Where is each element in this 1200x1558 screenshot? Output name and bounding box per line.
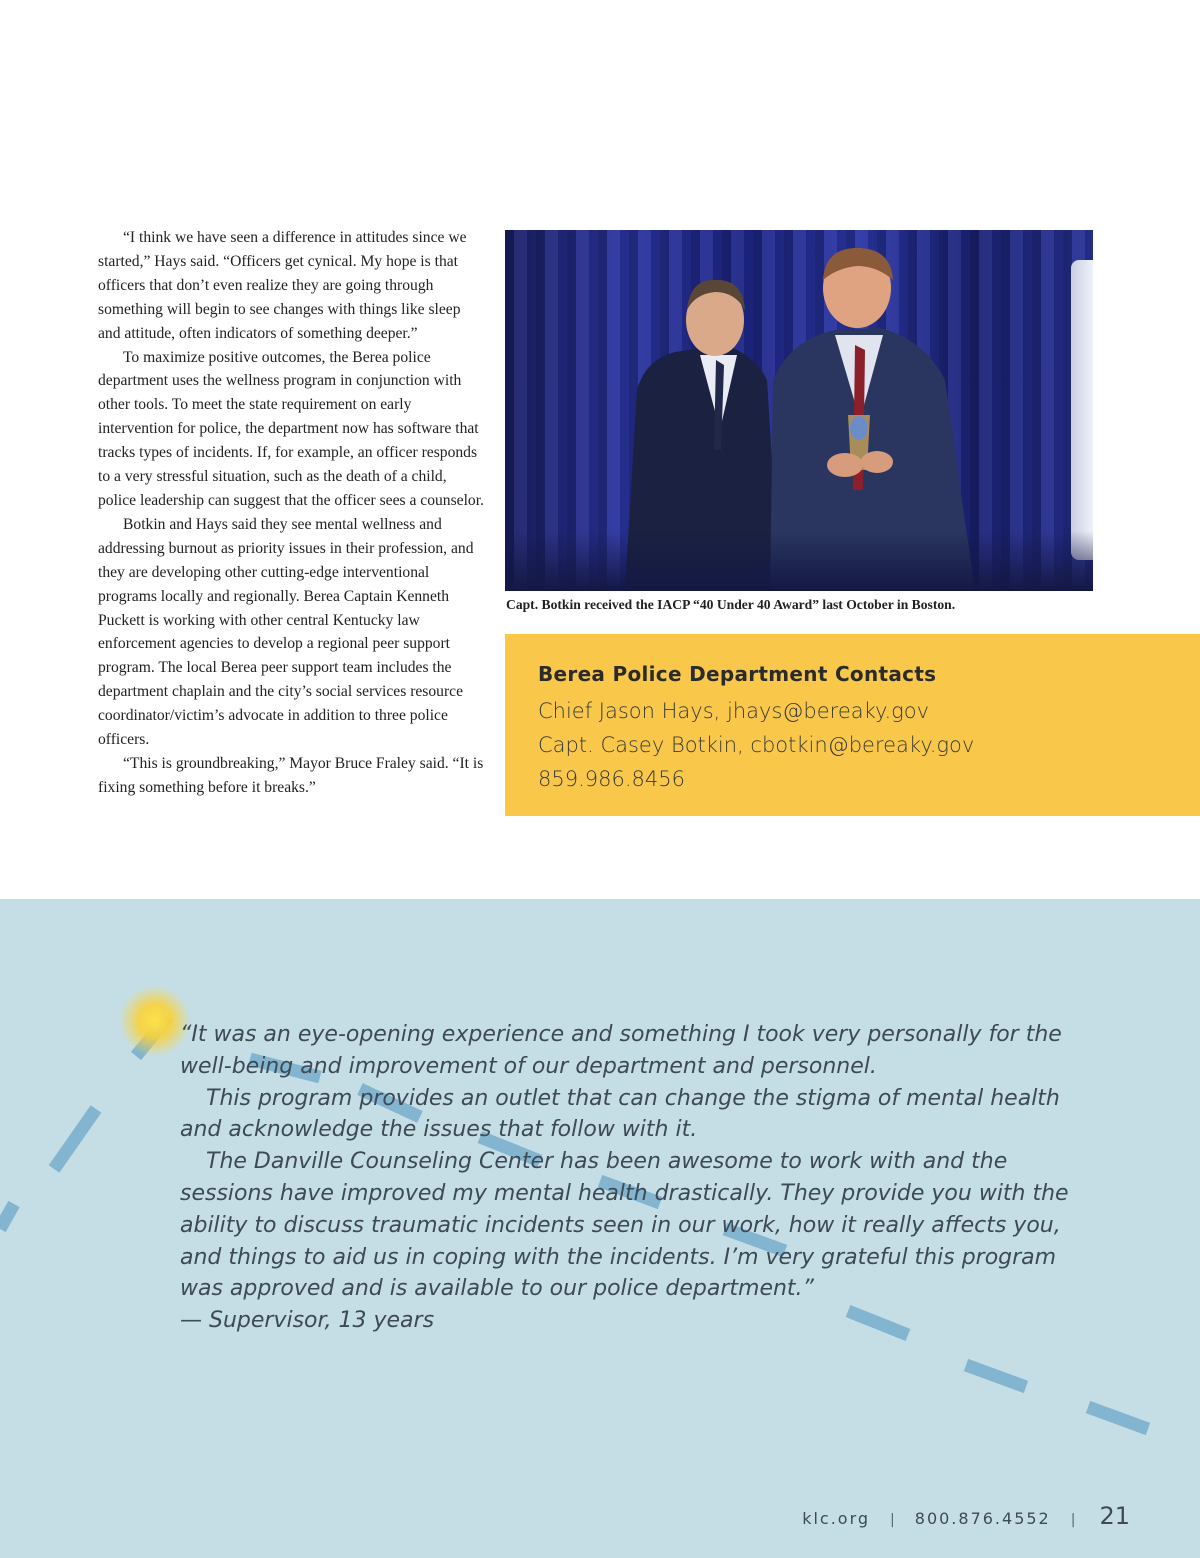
photo-caption: Capt. Botkin received the IACP “40 Under 40 Award” last October in Boston.: [506, 597, 956, 612]
article-paragraph: To maximize positive outcomes, the Berea police department uses the wellness program in conjunction with other tools. To meet the state requirement on early intervention for police, the department now has software that tracks types of incidents. If, for example, an officer responds to a very stressful situation, such as the death of a child, police leadership can suggest that the officer sees a counselor.: [98, 348, 484, 509]
quote-paragraph: This program provides an outlet that can change the stigma of mental health and acknowledge the issues that follow with it.: [180, 1085, 1060, 1143]
page-number: 21: [1099, 1502, 1130, 1530]
footer-separator: |: [1070, 1512, 1076, 1528]
quote-attribution: — Supervisor, 13 years: [180, 1308, 435, 1334]
article-paragraph: “I think we have seen a difference in attitudes since we started,” Hays said. “Officers get cynical. My hope is that officers that don’t even realize they are going through something will begin to see changes with things like sleep and attitude, often indicators of something deeper.”: [98, 229, 467, 342]
contact-line: Chief Jason Hays, jhays@bereaky.gov: [538, 699, 930, 723]
page-footer: [802, 1502, 1130, 1530]
article-paragraph: “This is groundbreaking,” Mayor Bruce Fraley said. “It is fixing something before it breaks.”: [98, 754, 484, 796]
contacts-box: [505, 634, 1200, 816]
footer-site: klc.org: [802, 1509, 871, 1528]
contact-line: Capt. Casey Botkin, cbotkin@bereaky.gov: [538, 733, 975, 757]
award-photo: [505, 230, 1093, 591]
footer-phone: 800.876.4552: [914, 1509, 1051, 1528]
article-body: [98, 226, 486, 800]
photo-floor-shadow: [505, 531, 1093, 591]
quote-band: [0, 899, 1200, 1558]
article-paragraph: Botkin and Hays said they see mental wellness and addressing burnout as priority issues in their profession, and they are developing other cutting-edge interventional programs locally and regionally. Berea Captain Kenneth Puckett is working with other central Kentucky law enforcement agencies to develop a regional peer support program. The local Berea peer support team includes the department chaplain and the city’s social services resource coordinator/victim’s advocate in addition to three police officers.: [98, 515, 474, 749]
footer-separator: |: [890, 1512, 895, 1528]
testimonial-quote: [180, 1019, 1080, 1337]
contacts-title: Berea Police Department Contacts: [538, 662, 937, 686]
contact-line: 859.986.8456: [538, 767, 685, 791]
quote-paragraph: “It was an eye-opening experience and something I took very personally for the well-being and improvement of our department and personnel.: [180, 1022, 1062, 1079]
quote-paragraph: The Danville Counseling Center has been awesome to work with and the sessions have improved my mental health drastically. They provide you with the ability to discuss traumatic incidents seen in our work, how it really affects you, and things to aid us in coping with the incidents. I’m very grateful this program was approved and is available to our police department.”: [180, 1149, 1069, 1302]
